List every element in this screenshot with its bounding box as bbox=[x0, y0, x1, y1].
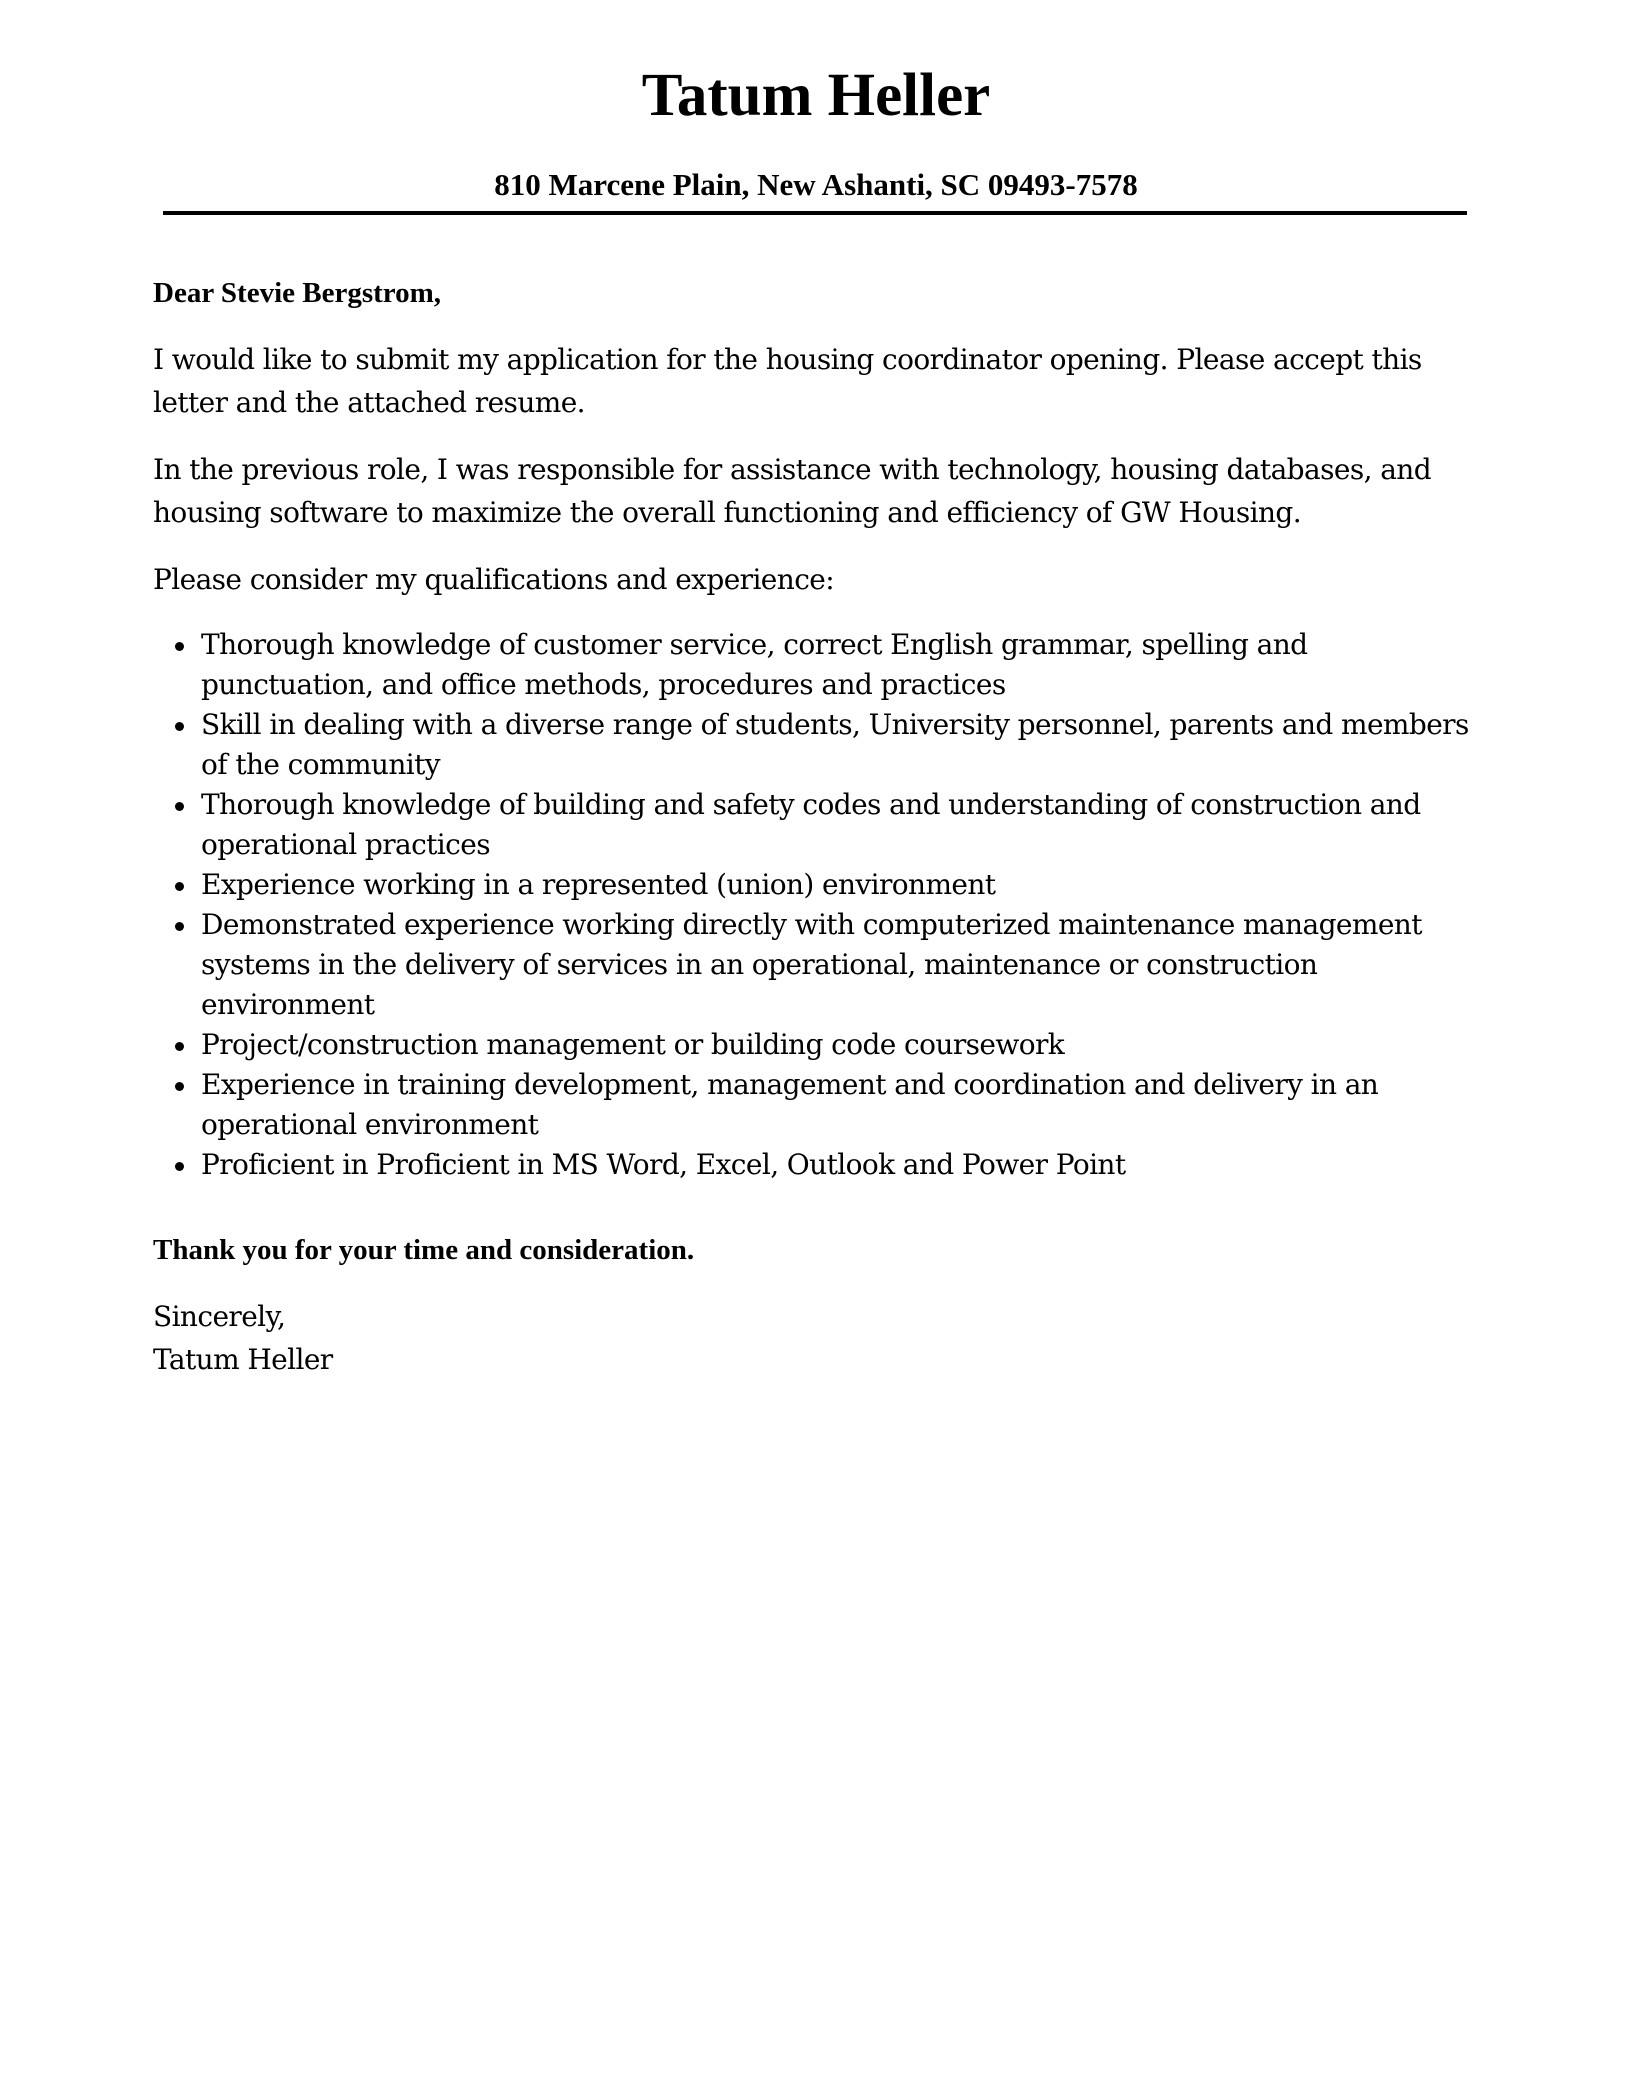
bullet-icon bbox=[175, 1162, 184, 1171]
letter-body bbox=[153, 272, 1473, 1381]
salutation: Dear Stevie Bergstrom, bbox=[153, 277, 442, 309]
list-item bbox=[201, 905, 1473, 1025]
qualification-text: Project/construction management or building code coursework bbox=[201, 1028, 1065, 1061]
qualification-text: Thorough knowledge of building and safety codes and understanding of construction and operational practices bbox=[201, 788, 1421, 861]
list-item bbox=[201, 865, 1473, 905]
list-item bbox=[201, 1145, 1473, 1185]
bullet-icon bbox=[175, 1082, 184, 1091]
experience-paragraph: In the previous role, I was responsible for assistance with technology, housing databases, and housing software to maximize the overall functioning and efficiency of GW Housing. bbox=[153, 453, 1432, 529]
applicant-address: 810 Marcene Plain, New Ashanti, SC 09493-7578 bbox=[494, 167, 1138, 202]
bullet-icon bbox=[175, 1042, 184, 1051]
qualification-text: Thorough knowledge of customer service, correct English grammar, spelling and punctuation, and office methods, procedures and practices bbox=[201, 628, 1308, 701]
list-item bbox=[201, 1025, 1473, 1065]
list-item bbox=[201, 625, 1473, 705]
bullet-icon bbox=[175, 882, 184, 891]
list-item bbox=[201, 1065, 1473, 1145]
bullet-icon bbox=[175, 802, 184, 811]
bullet-icon bbox=[175, 722, 184, 731]
intro-paragraph: I would like to submit my application for the housing coordinator opening. Please accept this letter and the attached resume. bbox=[153, 343, 1422, 419]
bullet-icon bbox=[175, 642, 184, 651]
closing-line: Thank you for your time and consideration. bbox=[153, 1234, 695, 1266]
qualifications-list bbox=[153, 625, 1473, 1185]
qualification-text: Experience in training development, management and coordination and delivery in an operational environment bbox=[201, 1068, 1379, 1141]
applicant-name: Tatum Heller bbox=[641, 62, 991, 129]
qualification-text: Experience working in a represented (union) environment bbox=[201, 868, 996, 901]
qualifications-intro: Please consider my qualifications and experience: bbox=[153, 563, 835, 596]
list-item bbox=[201, 785, 1473, 865]
bullet-icon bbox=[175, 922, 184, 931]
signature: Tatum Heller bbox=[153, 1343, 333, 1376]
signoff: Sincerely, bbox=[153, 1300, 286, 1333]
qualification-text: Proficient in Proficient in MS Word, Excel, Outlook and Power Point bbox=[201, 1148, 1126, 1181]
header-divider bbox=[163, 211, 1467, 215]
list-item bbox=[201, 705, 1473, 785]
qualification-text: Demonstrated experience working directly with computerized maintenance management systems in the delivery of services in an operational, maintenance or construction environment bbox=[201, 908, 1422, 1021]
qualification-text: Skill in dealing with a diverse range of students, University personnel, parents and members of the community bbox=[201, 708, 1469, 781]
